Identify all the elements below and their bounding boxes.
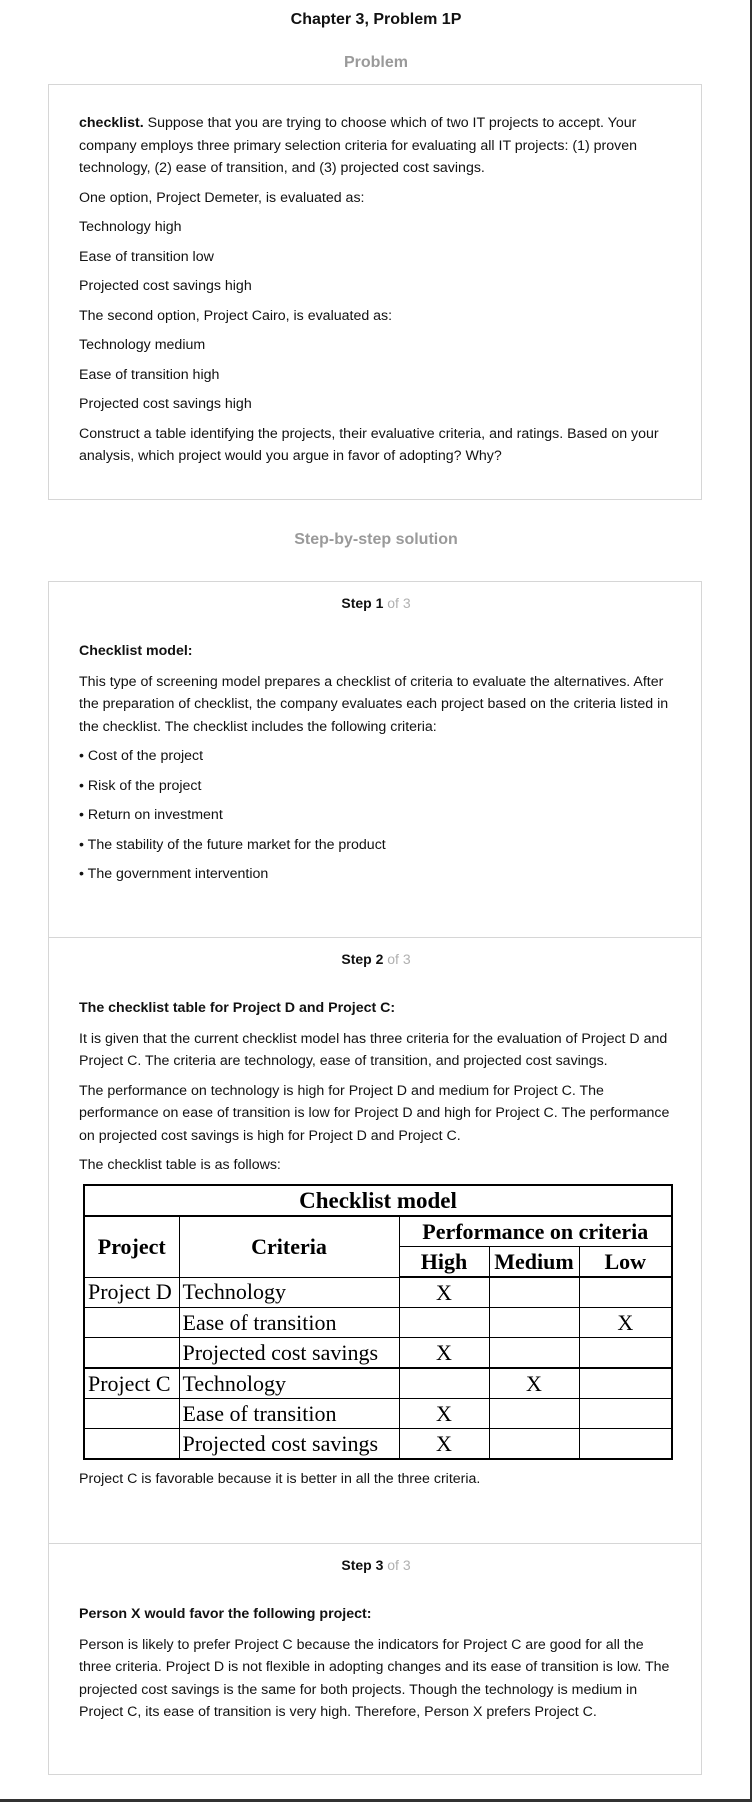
- problem-intro: [79, 112, 679, 180]
- problem-line: Projected cost savings high: [79, 278, 252, 294]
- problem-line: The second option, Project Cairo, is evaluated as:: [79, 307, 393, 324]
- step-label-text: Step 3: [341, 1557, 384, 1573]
- cell-medium: [489, 1277, 579, 1308]
- col-header-performance: Performance on criteria: [399, 1216, 672, 1247]
- problem-line: Ease of transition high: [79, 366, 220, 383]
- cell-low: [579, 1338, 672, 1369]
- cell-project: [84, 1338, 179, 1369]
- cell-low: [579, 1368, 672, 1399]
- cell-project: [84, 1308, 179, 1338]
- cell-high: X: [399, 1277, 489, 1308]
- table-row: [84, 1308, 672, 1338]
- step-heading: The checklist table for Project D and Project C:: [79, 1000, 396, 1016]
- cell-low: [579, 1429, 672, 1460]
- cell-project: [84, 1399, 179, 1429]
- cell-low: X: [579, 1308, 672, 1338]
- cell-high: [399, 1308, 489, 1338]
- table-row: [84, 1368, 672, 1399]
- step-separator: [48, 937, 702, 938]
- table-row: [84, 1429, 672, 1460]
- step-heading: Checklist model:: [79, 643, 193, 659]
- cell-criteria: Ease of transition: [179, 1399, 399, 1429]
- bullet-item: • The stability of the future market for the product: [79, 836, 386, 853]
- step-paragraph: The checklist table is as follows:: [79, 1157, 281, 1173]
- cell-medium: [489, 1399, 579, 1429]
- step-1-content: [79, 640, 679, 893]
- step-2-content: [79, 997, 679, 1184]
- problem-line: Construct a table identifying the projects, their evaluative criteria, and ratings. Based on your analysis, which project would you argue in favor of adopting? Why?: [79, 425, 659, 464]
- cell-criteria: Technology: [179, 1277, 399, 1308]
- table-row: [84, 1399, 672, 1429]
- cell-medium: [489, 1429, 579, 1460]
- cell-medium: [489, 1308, 579, 1338]
- col-header-criteria: Criteria: [179, 1216, 399, 1277]
- problem-line: One option, Project Demeter, is evaluated as:: [79, 189, 365, 206]
- step-2-label: [0, 951, 752, 967]
- table-row: [84, 1277, 672, 1308]
- problem-line: Technology high: [79, 219, 182, 235]
- step-label-text: Step 2: [341, 951, 384, 967]
- cell-high: X: [399, 1338, 489, 1369]
- cell-project: [84, 1429, 179, 1460]
- cell-high: X: [399, 1399, 489, 1429]
- step-paragraph: The performance on technology is high for Project D and medium for Project C. The performance on ease of transition is low for Project D and high for Project C. The performance on projected cost savings is high for Project D and Project C.: [79, 1082, 670, 1144]
- step-3-content: [79, 1603, 679, 1731]
- step-paragraph: Project C is favorable because it is better in all the three criteria.: [79, 1471, 481, 1487]
- table-row: [84, 1338, 672, 1369]
- step-paragraph: This type of screening model prepares a checklist of criteria to evaluate the alternatives. After the preparation of checklist, the company evaluates each project based on the criteria listed in the checklist. The checklist includes the following criteria:: [79, 673, 669, 735]
- chapter-title: Chapter 3, Problem 1P: [290, 11, 462, 28]
- cell-criteria: Projected cost savings: [179, 1429, 399, 1460]
- cell-low: [579, 1399, 672, 1429]
- cell-criteria: Projected cost savings: [179, 1338, 399, 1369]
- step-of-text: of 3: [383, 951, 411, 967]
- solution-heading: Step-by-step solution: [294, 531, 458, 548]
- cell-low: [579, 1277, 672, 1308]
- step-label-text: Step 1: [341, 595, 384, 611]
- cell-medium: [489, 1338, 579, 1369]
- step-paragraph: Person is likely to prefer Project C because the indicators for Project C are good for all the three criteria. Project D is not flexible in adopting changes and its ease of transition is low. The projected cost savings is the same for both projects. Though the technology is medium in Project C, its ease of transition is very high. Therefore, Person X prefers Project C.: [79, 1636, 670, 1720]
- cell-criteria: Ease of transition: [179, 1308, 399, 1338]
- cell-medium: X: [489, 1368, 579, 1399]
- table-title: Checklist model: [84, 1185, 672, 1216]
- bullet-item: • The government intervention: [79, 866, 269, 882]
- bullet-item: • Cost of the project: [79, 748, 204, 764]
- step-2-after: [79, 1468, 679, 1498]
- problem-line: Ease of transition low: [79, 248, 214, 265]
- step-of-text: of 3: [383, 1557, 411, 1573]
- step-separator: [48, 1543, 702, 1544]
- cell-high: X: [399, 1429, 489, 1460]
- problem-line: Projected cost savings high: [79, 396, 252, 412]
- problem-intro-rest: Suppose that you are trying to choose which of two IT projects to accept. Your company employs three primary selection criteria for evaluating all IT projects: (1) proven technology, (2) ease of transition, and (3) projected cost savings.: [79, 115, 638, 176]
- step-paragraph: It is given that the current checklist model has three criteria for the evaluation of Project D and Project C. The criteria are technology, ease of transition, and projected cost savings.: [79, 1030, 668, 1069]
- cell-project: Project C: [84, 1368, 179, 1399]
- problem-heading: Problem: [343, 54, 408, 71]
- step-heading: Person X would favor the following project:: [79, 1606, 372, 1622]
- col-header-high: High: [399, 1247, 489, 1278]
- cell-high: [399, 1368, 489, 1399]
- bullet-item: • Risk of the project: [79, 777, 202, 794]
- step-of-text: of 3: [383, 595, 411, 611]
- checklist-table: [83, 1184, 673, 1460]
- col-header-medium: Medium: [489, 1247, 579, 1278]
- step-1-label: [0, 595, 752, 611]
- col-header-project: Project: [84, 1216, 179, 1277]
- problem-text: [79, 112, 679, 475]
- cell-project: Project D: [84, 1277, 179, 1308]
- problem-line: Technology medium: [79, 337, 206, 353]
- problem-intro-bold: checklist.: [79, 115, 144, 131]
- cell-criteria: Technology: [179, 1368, 399, 1399]
- bullet-item: • Return on investment: [79, 807, 223, 823]
- step-3-label: [0, 1557, 752, 1573]
- col-header-low: Low: [579, 1247, 672, 1278]
